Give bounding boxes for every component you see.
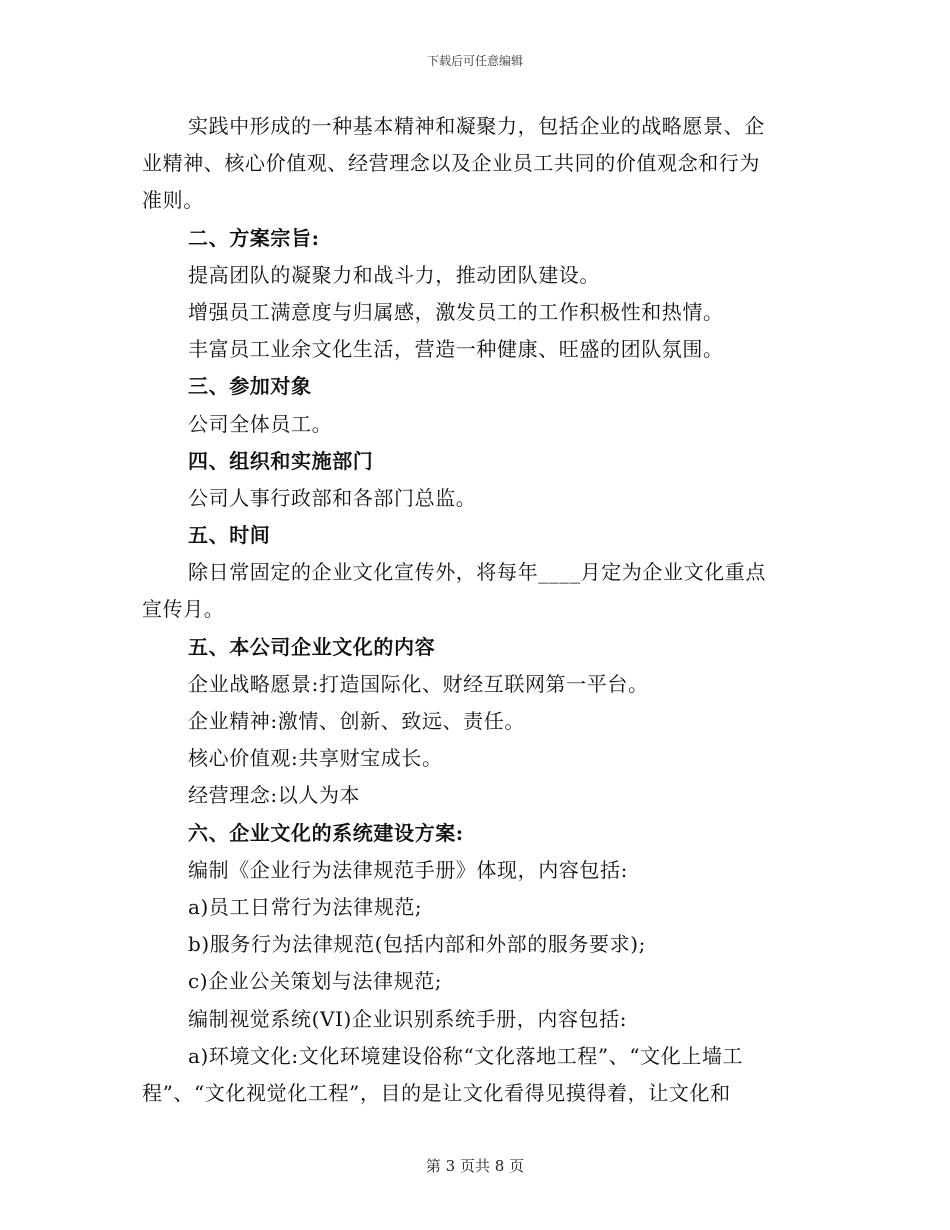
section-heading: 四、组织和实施部门 [188, 448, 374, 473]
paragraph-line: 业精神、核心价值观、经营理念以及企业员工共同的价值观念和行为 [142, 151, 760, 176]
section-heading: 五、本公司企业文化的内容 [188, 634, 436, 659]
paragraph-line: 企业精神:激情、创新、致远、责任。 [188, 709, 525, 733]
paragraph-line: 准则。 [142, 188, 204, 213]
paragraph-line: 编制《企业行为法律规范手册》体现，内容包括: [188, 857, 628, 882]
paragraph-line: 实践中形成的一种基本精神和凝聚力，包括企业的战略愿景、企 [188, 114, 765, 138]
list-item: a)员工日常行为法律规范; [188, 894, 423, 919]
paragraph-line: 宣传月。 [142, 597, 225, 622]
paragraph-line: 增强员工满意度与归属感，激发员工的工作积极性和热情。 [188, 299, 724, 324]
paragraph-line: 经营理念:以人为本 [188, 783, 361, 808]
paragraph-line: 企业战略愿景:打造国际化、财经互联网第一平台。 [188, 671, 649, 696]
paragraph-line: 公司全体员工。 [188, 411, 333, 436]
paragraph-line: 核心价值观:共享财宝成长。 [188, 746, 443, 771]
section-heading: 二、方案宗旨: [188, 225, 320, 250]
paragraph-line: 提高团队的凝聚力和战斗力，推动团队建设。 [188, 262, 600, 287]
list-item: a)环境文化:文化环境建设俗称“文化落地工程”、“文化上墙工 [188, 1043, 744, 1068]
section-heading: 六、企业文化的系统建设方案: [188, 820, 464, 845]
section-heading: 五、时间 [188, 523, 271, 548]
paragraph-line: 程”、“文化视觉化工程”，目的是让文化看得见摸得着，让文化和 [142, 1080, 731, 1105]
document-body [142, 108, 812, 1112]
paragraph-line: 丰富员工业余文化生活，营造一种健康、旺盛的团队氛围。 [188, 337, 724, 362]
paragraph-line: 编制视觉系统(VI)企业识别系统手册，内容包括: [188, 1006, 628, 1031]
page-header: 下载后可任意编辑 [426, 54, 523, 68]
paragraph-line: 除日常固定的企业文化宣传外，将每年____月定为企业文化重点 [188, 560, 766, 585]
paragraph-line: 公司人事行政部和各部门总监。 [188, 485, 477, 510]
list-item: c)企业公关策划与法律规范; [188, 969, 443, 994]
page-footer: 第 3 页共 8 页 [425, 1157, 525, 1175]
list-item: b)服务行为法律规范(包括内部和外部的服务要求); [188, 932, 646, 957]
section-heading: 三、参加对象 [188, 374, 312, 399]
